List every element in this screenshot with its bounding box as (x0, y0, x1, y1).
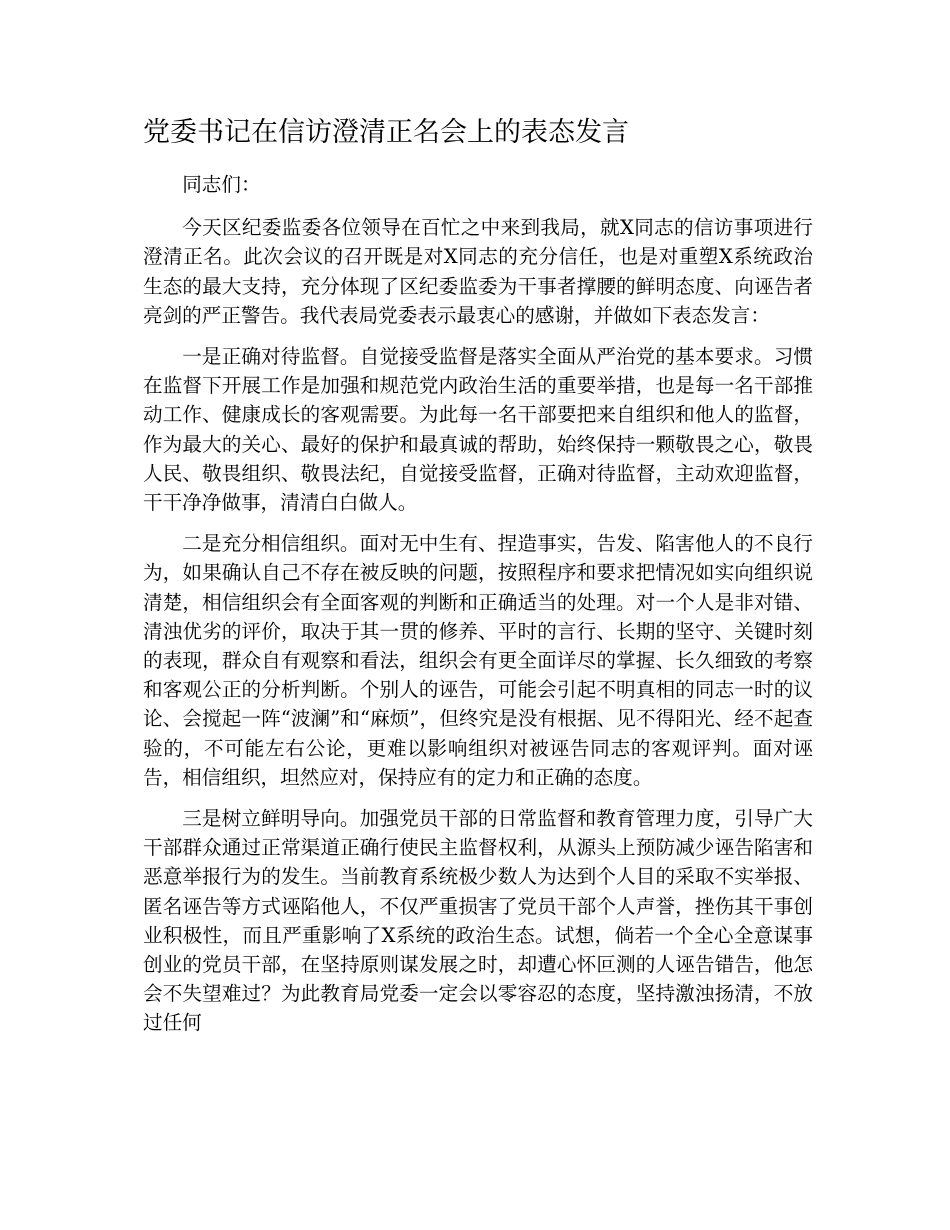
paragraph-supervision: 一是正确对待监督。自觉接受监督是落实全面从严治党的基本要求。习惯在监督下开展工作是加强和规范党内政治生活的重要举措，也是每一名干部推动工作、健康成长的客观需要。为此每一名干部要把来自组织和他人的监督，作为最大的关心、最好的保护和最真诚的帮助，始终保持一颗敬畏之心，敬畏人民、敬畏组织、敬畏法纪，自觉接受监督，正确对待监督，主动欢迎监督，干干净净做事，清清白白做人。 (143, 345, 813, 515)
paragraph-trust-organization: 二是充分相信组织。面对无中生有、捏造事实，告发、陷害他人的不良行为，如果确认自己不存在被反映的问题，按照程序和要求把情况如实向组织说清楚，相信组织会有全面客观的判断和正确适当的处理。对一个人是非对错、清浊优劣的评价，取决于其一贯的修养、平时的言行、长期的坚守、关键时刻的表现，群众自有观察和看法，组织会有更全面详尽的掌握、长久细致的考察和客观公正的分析判断。个别人的诬告，可能会引起不明真相的同志一时的议论、会搅起一阵“波澜”和“麻烦”，但终究是没有根据、见不得阳光、经不起查验的，不可能左右公论，更难以影响组织对被诬告同志的客观评判。面对诬告，相信组织，坦然应对，保持应有的定力和正确的态度。 (143, 532, 813, 789)
paragraph-guidance: 三是树立鲜明导向。加强党员干部的日常监督和教育管理力度，引导广大干部群众通过正常渠道正确行使民主监督权利，从源头上预防减少诬告陷害和恶意举报行为的发生。当前教育系统极少数人为达到个人目的采取不实举报、匿名诬告等方式诬陷他人，不仅严重损害了党员干部个人声誉，挫伤其干事创业积极性，而且严重影响了X系统的政治生态。试想，倘若一个全心全意谋事创业的党员干部，在坚持原则谋发展之时，却遭心怀叵测的人诬告错告，他怎会不失望难过？为此教育局党委一定会以零容忍的态度，坚持激浊扬清，不放过任何 (143, 807, 813, 1035)
paragraph-intro: 今天区纪委监委各位领导在百忙之中来到我局，就X同志的信访事项进行澄清正名。此次会议的召开既是对X同志的充分信任，也是对重塑X系统政治生态的最大支持，充分体现了区纪委监委为干事者撑腰的鲜明态度、向诬告者亮剑的严正警告。我代表局党委表示最衷心的感谢，并做如下表态发言： (143, 216, 813, 327)
document-body (143, 170, 813, 1050)
salutation: 同志们： (182, 173, 261, 196)
document-title: 党委书记在信访澄清正名会上的表态发言 (143, 117, 629, 148)
